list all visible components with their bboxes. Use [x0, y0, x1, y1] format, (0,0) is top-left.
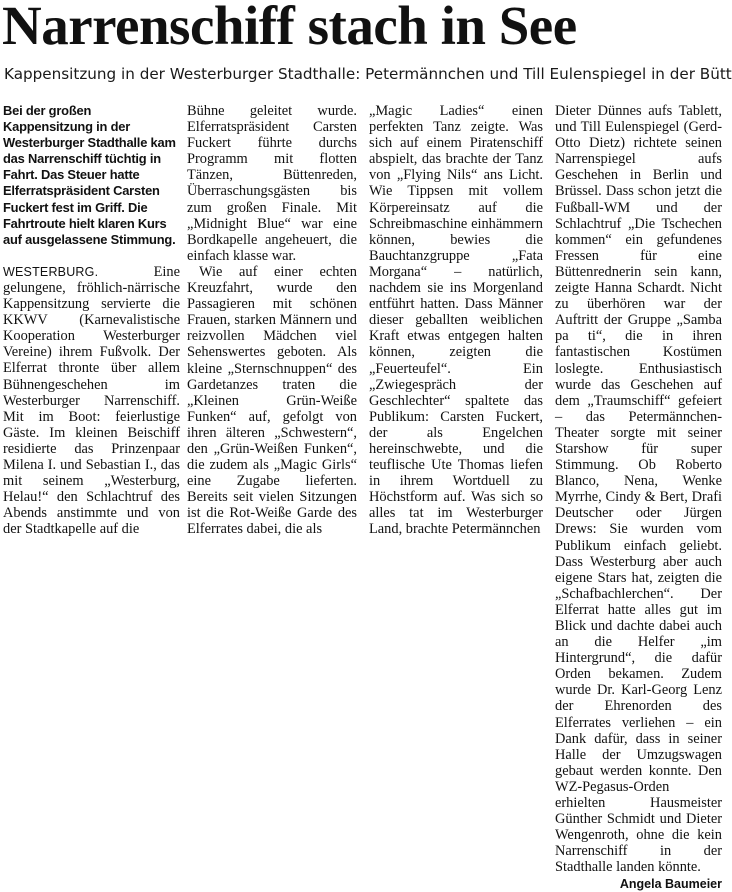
body-paragraph-2-continued: „Magic Ladies“ einen perfekten Tanz zeigte. Was sich auf einem Piratenschiff abspielt, das brachte der Tanz von „Flying Nils“ ans Licht. Wie Tippsen mit vollem Körpereinsatz auf die Schreibmaschine einhämmern können, bewies die Bauchtanzgruppe „Fata Morgana“ – natürlich, nachdem sie ins Morgenland entführt hatten. Dass Männer dieser geballten weiblichen Kraft etwas entgegen halten können, zeigten die „Feuerteufel“. Ein „Zwiegespräch der Geschlechter“ spaltete das Publikum: Carsten Fuckert, der als Engelchen hereinschwebte, und die teuflische Ute Thomas liefen in ihrem Wortduell zu Höchstform auf. Was sich so alles tat im Westerburger Land, brachte Petermännchen [369, 103, 543, 538]
article-column-1 [3, 103, 180, 549]
body-paragraph-2-end: Dieter Dünnes aufs Tablett, und Till Eulenspiegel (Gerd-Otto Dietz) richtete seinen Narrenspiegel aufs Geschehen in Berlin und Brüssel. Dass schon jetzt die Fußball-WM und der Schlachtruf „Die Tschechen kommen“ ein gefundenes Fressen für eine Büttenrednerin sein kann, zeigte Hanna Schardt. Nicht zu überhören war der Auftritt der Gruppe „Samba pa ti“, die in ihren fantastischen Kostümen loslegte. Enthusiastisch wurde das Geschehen auf dem „Traumschiff“ gefeiert – das Petermännchen-Theater sorgte mit seiner Starshow für super Stimmung. Ob Roberto Blanco, Nena, Wenke Myrrhe, Cindy & Bert, Drafi Deutscher oder Jürgen Drews: Sie wurden vom Publikum einfach geliebt. Dass Westerburg aber auch eigene Stars hat, zeigten die „Schafbachlerchen“. Der Elferrat hatte alles gut im Blick und dachte dabei auch an die Helfer „im Hintergrund“, die dafür Orden bekamen. Zudem wurde Dr. Karl-Georg Lenz der Ehrenorden des Elferrates verliehen – ein Dank dafür, dass in seiner Halle der Umzugswagen gebaut werden konnte. Den WZ-Pegasus-Orden erhielten Hausmeister Günther Schmidt und Dieter Wengenroth, ohne die kein Narrenschiff in der Stadthalle landen könnte. Angela Baumeier [555, 103, 722, 891]
subheadline: Kappensitzung in der Westerburger Stadthalle: Petermännchen und Till Eulenspiegel in der Bütt [4, 65, 732, 83]
article-column-2 [187, 103, 357, 549]
headline: Narrenschiff stach in See [2, 0, 577, 56]
dateline: WESTERBURG. [3, 264, 99, 279]
article-column-3 [369, 103, 543, 549]
body-paragraph-1-continued: Bühne geleitet wurde. Elferratspräsident Carsten Fuckert führte durchs Programm mit flotten Tänzen, Büttenreden, Überraschungsgästen bis zum großen Finale. Mit „Midnight Blue“ war eine Bordkapelle angeheuert, die einfach klasse war. [187, 103, 357, 264]
body-paragraph-2: Wie auf einer echten Kreuzfahrt, wurde den Passagieren mit schönen Frauen, starken Männern und reizvollen Mädchen viel Sehenswertes geboten. Als kleine „Sternschnuppen“ des Gardetanzes traten die „Kleinen Grün-Weiße Funken“ auf, gefolgt von ihren älteren „Schwestern“, den „Grün-Weißen Funken“, die zudem als „Magic Girls“ eine Zugabe lieferten. Bereits seit vielen Sitzungen ist die Rot-Weiße Garde des Elferrates dabei, die als [187, 263, 357, 538]
article-column-4 [555, 103, 722, 891]
lead-paragraph: Bei der großen Kappensitzung in der Westerburger Stadthalle kam das Narrenschiff tüchtig in Fahrt. Das Steuer hatte Elferratspräsident Carsten Fuckert fest im Griff. Die Fahrtroute hielt klaren Kurs auf ausgelassene Stimmung. [3, 103, 176, 247]
body-paragraph-1-text: Eine gelungene, fröhlich-närrische Kappensitzung servierte die KKWV (Karnevalistische Kooperation Westerburger Vereine) ihrem Fußvolk. Der Elferrat thronte über allem Bühnengeschehen im Westerburger Narrenschiff. Mit im Boot: feierlustige Gäste. Im kleinen Beischiff residierte das Prinzenpaar Milena I. und Sebastian I., das mit seinem „Westerburg, Helau!“ den Schlachtruf des Abends anstimmte und von der Stadtkapelle auf die [3, 263, 180, 538]
body-paragraph-1 [3, 264, 180, 538]
author-signature: Angela Baumeier [619, 876, 722, 891]
